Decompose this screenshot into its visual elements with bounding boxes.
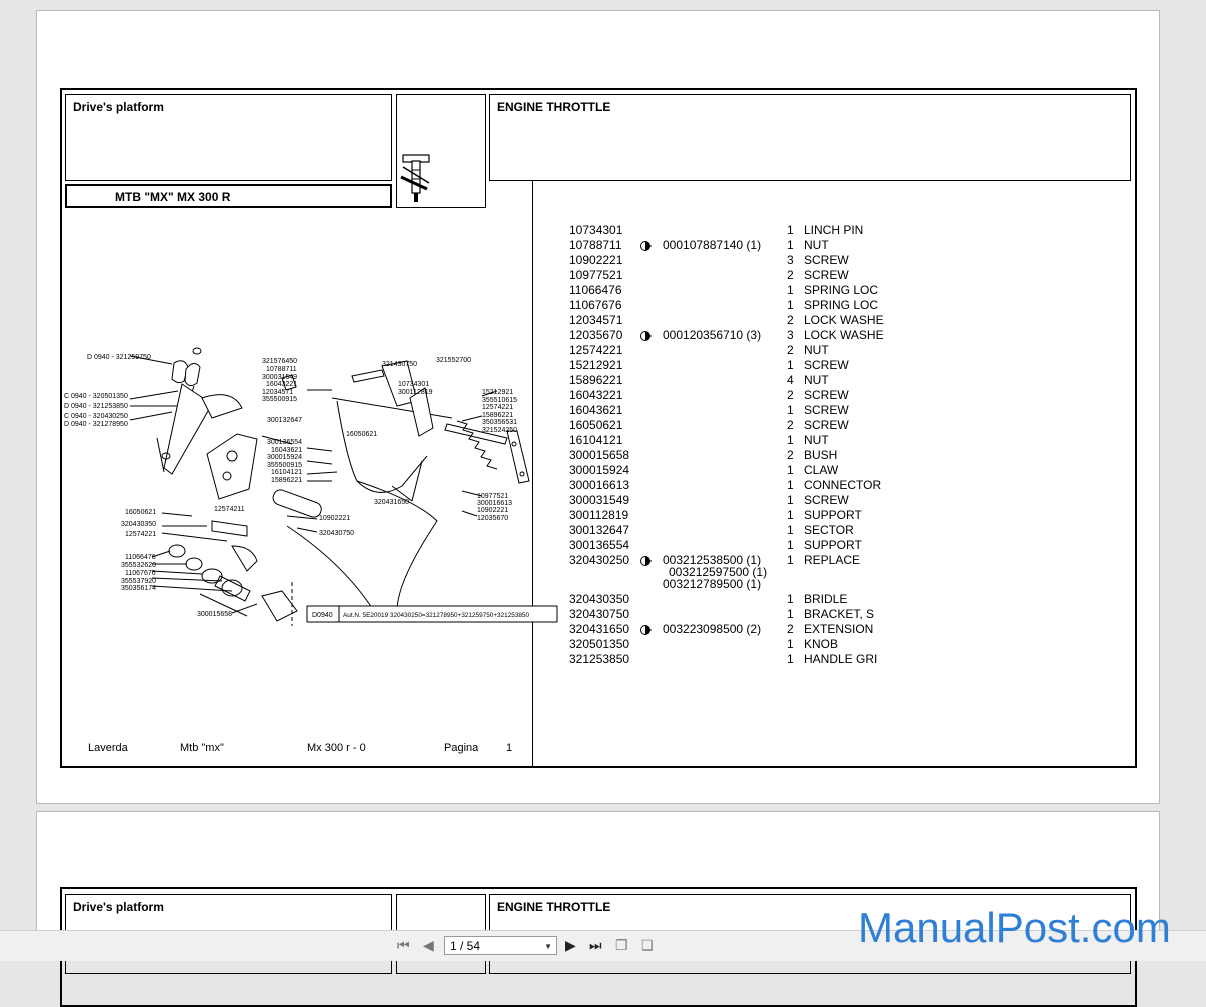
part-number: 10788711 — [569, 238, 622, 252]
quantity: 2 — [787, 343, 794, 357]
part-description: SUPPORT — [804, 508, 862, 522]
part-description: SCREW — [804, 358, 849, 372]
callout-label: 320431650 — [374, 499, 410, 506]
group-title: ENGINE THROTTLE — [497, 100, 611, 114]
footer-model: Mx 300 r - 0 — [307, 742, 366, 754]
quantity: 1 — [787, 538, 794, 552]
document-page-1 — [36, 10, 1160, 804]
footer-page-label: Pagina — [444, 742, 479, 754]
replacement-marker-icon — [640, 624, 650, 634]
quantity: 1 — [787, 283, 794, 297]
callout-label: 12574211 — [214, 506, 245, 513]
model-box — [65, 184, 392, 208]
part-number: 10977521 — [569, 268, 623, 282]
part-number: 12035670 — [569, 328, 623, 342]
quantity: 3 — [787, 253, 794, 267]
part-number: 320430750 — [569, 607, 630, 621]
callout-label: 321576450 — [262, 358, 298, 365]
callout-label: 12034571 — [262, 389, 294, 396]
quantity: 1 — [787, 358, 794, 372]
callout-label: D 0940 - 321259750 — [87, 354, 151, 361]
quantity: 1 — [787, 637, 794, 651]
section-box — [65, 94, 392, 181]
part-number: 11066476 — [569, 283, 622, 297]
part-description: EXTENSION — [804, 622, 874, 636]
part-description: HANDLE GRI — [804, 652, 878, 666]
section-title: Drive's platform — [73, 900, 164, 914]
part-description: NUT — [804, 343, 829, 357]
callout-label: 12574221 — [125, 531, 157, 538]
quantity: 3 — [787, 328, 794, 342]
part-description: LINCH PIN — [804, 223, 864, 237]
callout-label: 350356174 — [121, 585, 157, 592]
quantity: 1 — [787, 298, 794, 312]
callout-label: 300015658 — [197, 611, 233, 618]
callout-label: 15212921 — [482, 389, 514, 396]
callout-label: 15896221 — [482, 412, 514, 419]
part-number: 320431650 — [569, 622, 630, 636]
callout-label: 12574221 — [482, 404, 514, 411]
diagram-note-text: Aut.N. 5E20019 320430250=321278950+321259750+321253850 — [343, 612, 530, 619]
part-description: SCREW — [804, 403, 849, 417]
group-box — [489, 94, 1131, 181]
part-description: SCREW — [804, 418, 849, 432]
callout-label: 300031549 — [262, 374, 298, 381]
callout-label: 11067676 — [125, 570, 156, 577]
part-number: 11067676 — [569, 298, 622, 312]
callout-label: 10977521 — [477, 493, 509, 500]
part-description: SCREW — [804, 388, 849, 402]
callout-label: 320430350 — [121, 521, 157, 528]
callout-label: 321430750 — [382, 361, 418, 368]
quantity: 4 — [787, 373, 794, 387]
part-number: 321253850 — [569, 652, 630, 666]
footer-page-number: 1 — [506, 742, 513, 754]
replacement-code: 000107887140 (1) — [663, 238, 762, 252]
quantity: 1 — [787, 607, 794, 621]
callout-label: 355510615 — [482, 397, 518, 404]
callout-label: D 0940 - 321278950 — [64, 421, 128, 428]
quantity: 1 — [787, 238, 794, 252]
callout-label: 350356531 — [482, 419, 518, 426]
quantity: 1 — [787, 433, 794, 447]
chevron-down-icon: ▼ — [544, 942, 552, 951]
replacement-code: 003212789500 (1) — [663, 577, 762, 591]
part-description: NUT — [804, 238, 829, 252]
quantity: 1 — [787, 478, 794, 492]
callout-label: 300132647 — [267, 417, 303, 424]
group-title: ENGINE THROTTLE — [497, 900, 611, 914]
part-number: 15896221 — [569, 373, 623, 387]
part-number: 16050621 — [569, 418, 623, 432]
callout-label: 300016613 — [477, 500, 513, 507]
icon-box — [396, 94, 486, 208]
callout-label: 16050621 — [125, 509, 157, 516]
callout-label: 15896221 — [271, 477, 303, 484]
callout-label: 321552700 — [436, 357, 472, 364]
callout-label: C 0940 - 320501350 — [64, 393, 128, 400]
replacement-marker-icon — [640, 555, 650, 565]
section-title: Drive's platform — [73, 100, 164, 114]
quantity: 2 — [787, 313, 794, 327]
part-number: 320501350 — [569, 637, 630, 651]
callout-label: 10902221 — [319, 515, 351, 522]
replacement-code: 000120356710 (3) — [663, 328, 762, 342]
quantity: 1 — [787, 652, 794, 666]
part-description: KNOB — [804, 637, 839, 651]
part-number: 16043621 — [569, 403, 623, 417]
callout-label: 355500915 — [262, 396, 298, 403]
callout-label: 16104121 — [271, 469, 303, 476]
replacement-marker-icon — [640, 330, 650, 340]
quantity: 2 — [787, 388, 794, 402]
part-number: 10734301 — [569, 223, 623, 237]
quantity: 2 — [787, 622, 794, 636]
part-description: BRACKET, S — [804, 607, 875, 621]
quantity: 1 — [787, 463, 794, 477]
part-number: 16104121 — [569, 433, 623, 447]
quantity: 1 — [787, 508, 794, 522]
part-description: SCREW — [804, 253, 849, 267]
quantity: 1 — [787, 592, 794, 606]
part-description: SUPPORT — [804, 538, 862, 552]
callout-label: 355537920 — [121, 578, 157, 585]
model-title: MTB "MX" MX 300 R — [115, 190, 231, 204]
parts-list — [569, 223, 909, 693]
last-page-icon[interactable]: ⏭ — [589, 937, 602, 953]
part-description: NUT — [804, 373, 829, 387]
callout-label: 10788711 — [266, 366, 297, 373]
callout-label: 16043621 — [271, 447, 303, 454]
first-page-icon[interactable]: ⏮ — [397, 937, 410, 953]
quantity: 2 — [787, 418, 794, 432]
part-number: 300015658 — [569, 448, 630, 462]
next-page-icon[interactable]: ▶ — [565, 937, 576, 953]
part-description: LOCK WASHE — [804, 328, 884, 342]
part-number: 10902221 — [569, 253, 623, 267]
callout-label: 355532620 — [121, 562, 157, 569]
footer-series: Mtb "mx" — [180, 742, 224, 754]
single-page-view-icon[interactable]: ❐ — [615, 937, 628, 953]
part-description: SECTOR — [804, 523, 854, 537]
part-number: 320430350 — [569, 592, 630, 606]
replacement-code: 003223098500 (2) — [663, 622, 762, 636]
replacement-code: 003212538500 (1) — [663, 553, 762, 567]
callout-label: 10734301 — [398, 381, 430, 388]
part-number: 300132647 — [569, 523, 630, 537]
callout-label: 300015924 — [267, 454, 303, 461]
quantity: 2 — [787, 448, 794, 462]
part-number: 300015924 — [569, 463, 630, 477]
callout-label: 11066476 — [125, 554, 156, 561]
quantity: 1 — [787, 223, 794, 237]
part-number: 12574221 — [569, 343, 623, 357]
page-indicator: 1 / 54 — [450, 939, 481, 953]
part-number: 300112819 — [569, 508, 629, 522]
callout-label: D 0940 - 321253850 — [64, 403, 128, 410]
quantity: 1 — [787, 493, 794, 507]
watermark: ManualPost.com — [858, 904, 1171, 951]
callout-label: 320430750 — [319, 530, 355, 537]
part-description: NUT — [804, 433, 829, 447]
part-description: CLAW — [804, 463, 839, 477]
part-number: 300016613 — [569, 478, 630, 492]
callout-label: 300112819 — [398, 389, 433, 396]
column-divider — [532, 181, 533, 768]
footer-brand: Laverda — [88, 742, 128, 754]
part-description: LOCK WASHE — [804, 313, 884, 327]
callout-label: 321524250 — [482, 427, 518, 434]
part-description: SPRING LOC — [804, 283, 879, 297]
callout-label: 16043221 — [266, 381, 298, 388]
part-description: SCREW — [804, 493, 849, 507]
exploded-parts-diagram — [64, 336, 530, 626]
part-description: CONNECTOR — [804, 478, 882, 492]
part-number: 300136554 — [569, 538, 630, 552]
callout-label: 10902221 — [477, 507, 509, 514]
part-number: 15212921 — [569, 358, 623, 372]
quantity: 2 — [787, 268, 794, 282]
callout-label: 355500915 — [267, 462, 303, 469]
callout-label: 16050621 — [346, 431, 378, 438]
throttle-lever-icon — [397, 95, 487, 209]
part-number: 320430250 — [569, 553, 630, 567]
page-selector[interactable] — [444, 936, 557, 955]
part-description: REPLACE — [804, 553, 861, 567]
continuous-view-icon[interactable]: ❏ — [641, 937, 654, 953]
part-number: 16043221 — [569, 388, 623, 402]
part-number: 300031549 — [569, 493, 630, 507]
diagram-note-code: D0940 — [312, 612, 333, 619]
callout-label: 300136554 — [267, 439, 303, 446]
previous-page-icon[interactable]: ◀ — [423, 937, 434, 953]
part-description: BRIDLE — [804, 592, 848, 606]
part-description: SCREW — [804, 268, 849, 282]
callout-label: 12035670 — [477, 515, 509, 522]
replacement-marker-icon — [640, 240, 650, 250]
part-description: BUSH — [804, 448, 838, 462]
callout-label: C 0940 - 320430250 — [64, 413, 128, 420]
part-number: 12034571 — [569, 313, 623, 327]
quantity: 1 — [787, 403, 794, 417]
quantity: 1 — [787, 523, 794, 537]
part-description: SPRING LOC — [804, 298, 879, 312]
quantity: 1 — [787, 553, 794, 567]
replacement-code: 003212597500 (1) — [669, 565, 768, 579]
